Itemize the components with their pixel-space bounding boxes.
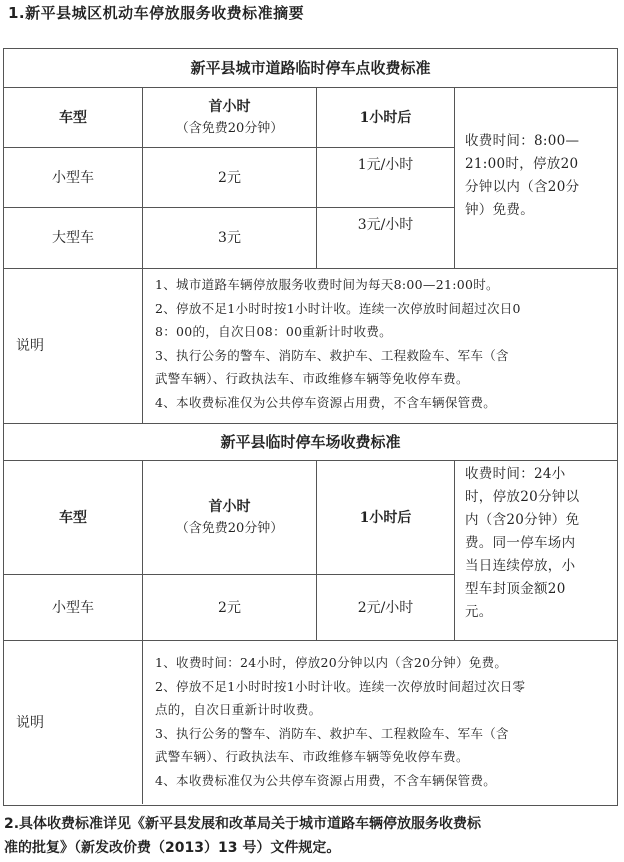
header-first-hour-sub: （含免费20分钟） xyxy=(175,120,284,136)
explanation-label: 说明 xyxy=(4,640,142,804)
vehicle-type: 小型车 xyxy=(4,574,142,640)
header-first-hour-sub: （含免费20分钟） xyxy=(175,520,284,536)
vehicle-type: 小型车 xyxy=(4,147,142,207)
explanation-line: 武警车辆）、行政执法车、市政维修车辆等免收停车费。 xyxy=(155,371,469,386)
explanation-row xyxy=(4,640,617,804)
heading-line: 准的批复》（新发改价费（2013）13 号）文件规定。 xyxy=(4,840,341,856)
explanation-content xyxy=(142,268,617,423)
after-hour-fee: 3元/小时 xyxy=(316,207,454,268)
explanation-line: 4、本收费标准仅为公共停车资源占用费，不含车辆保管费。 xyxy=(155,772,497,788)
section-heading-2 xyxy=(4,812,618,860)
note-line: 元。 xyxy=(465,604,493,620)
header-vehicle-type: 车型 xyxy=(4,460,142,574)
table-row xyxy=(4,207,617,268)
table-title: 新平县城市道路临时停车点收费标准 xyxy=(190,59,431,77)
note-line: 钟）免费。 xyxy=(465,202,534,218)
note-line: 分钟以内（含20分 xyxy=(465,179,580,195)
table-title: 新平县临时停车场收费标准 xyxy=(220,433,401,451)
header-first-hour xyxy=(142,460,316,574)
header-first-hour-label: 首小时 xyxy=(208,98,251,115)
after-hour-fee: 1元/小时 xyxy=(316,147,454,207)
explanation-label: 说明 xyxy=(4,268,142,423)
note-line: 收费时间：8:00— xyxy=(465,133,580,149)
explanation-line: 4、本收费标准仅为公共停车资源占用费，不含车辆保管费。 xyxy=(155,394,497,410)
explanation-line: 2、停放不足1小时时按1小时计收。连续一次停放时间超过次日零 xyxy=(155,678,526,694)
note-line: 时，停放20分钟以 xyxy=(465,489,580,505)
first-hour-fee: 3元 xyxy=(142,207,316,268)
explanation-line: 3、执行公务的警车、消防车、救护车、工程救险车、军车（含 xyxy=(155,725,509,741)
note-line: 收费时间：24小 xyxy=(465,466,566,482)
explanation-line: 1、收费时间：24小时，停放20分钟以内（含20分钟）免费。 xyxy=(155,655,508,670)
header-after-first-hour: 1小时后 xyxy=(316,460,454,574)
header-first-hour xyxy=(142,87,316,147)
note-line: 当日连续停放，小 xyxy=(465,558,576,574)
note-line: 费。同一停车场内 xyxy=(465,535,576,551)
explanation-row xyxy=(4,268,617,423)
explanation-line: 武警车辆）、行政执法车、市政维修车辆等免收停车费。 xyxy=(155,749,469,764)
header-first-hour-label: 首小时 xyxy=(208,498,251,515)
temporary-parking-lot-fee-table xyxy=(3,424,618,806)
explanation-content xyxy=(142,640,617,804)
table-row xyxy=(4,147,617,207)
heading-line: 2.具体收费标准详见《新平县发展和改革局关于城市道路车辆停放服务收费标 xyxy=(4,816,482,832)
first-hour-fee: 2元 xyxy=(142,147,316,207)
header-vehicle-type: 车型 xyxy=(4,87,142,147)
note-line: 型车封顶金额20 xyxy=(465,581,566,597)
first-hour-fee: 2元 xyxy=(142,574,316,640)
section-heading-1: 1.新平县城区机动车停放服务收费标准摘要 xyxy=(8,4,305,22)
explanation-line: 3、执行公务的警车、消防车、救护车、工程救险车、军车（含 xyxy=(155,347,509,363)
vehicle-type: 大型车 xyxy=(4,207,142,268)
explanation-line: 点的，自次日重新计时收费。 xyxy=(155,702,322,717)
after-hour-fee: 2元/小时 xyxy=(316,574,454,640)
road-parking-fee-table xyxy=(3,48,618,424)
explanation-line: 1、城市道路车辆停放服务收费时间为每天8:00—21:00时。 xyxy=(155,277,499,292)
table-row xyxy=(4,574,617,640)
explanation-line: 2、停放不足1小时时按1小时计收。连续一次停放时间超过次日0 xyxy=(155,300,521,316)
note-line: 内（含20分钟）免 xyxy=(465,512,580,528)
explanation-line: 8：00的，自次日08：00重新计时收费。 xyxy=(155,324,392,339)
header-after-first-hour: 1小时后 xyxy=(316,87,454,147)
note-line: 21:00时，停放20 xyxy=(465,156,579,172)
